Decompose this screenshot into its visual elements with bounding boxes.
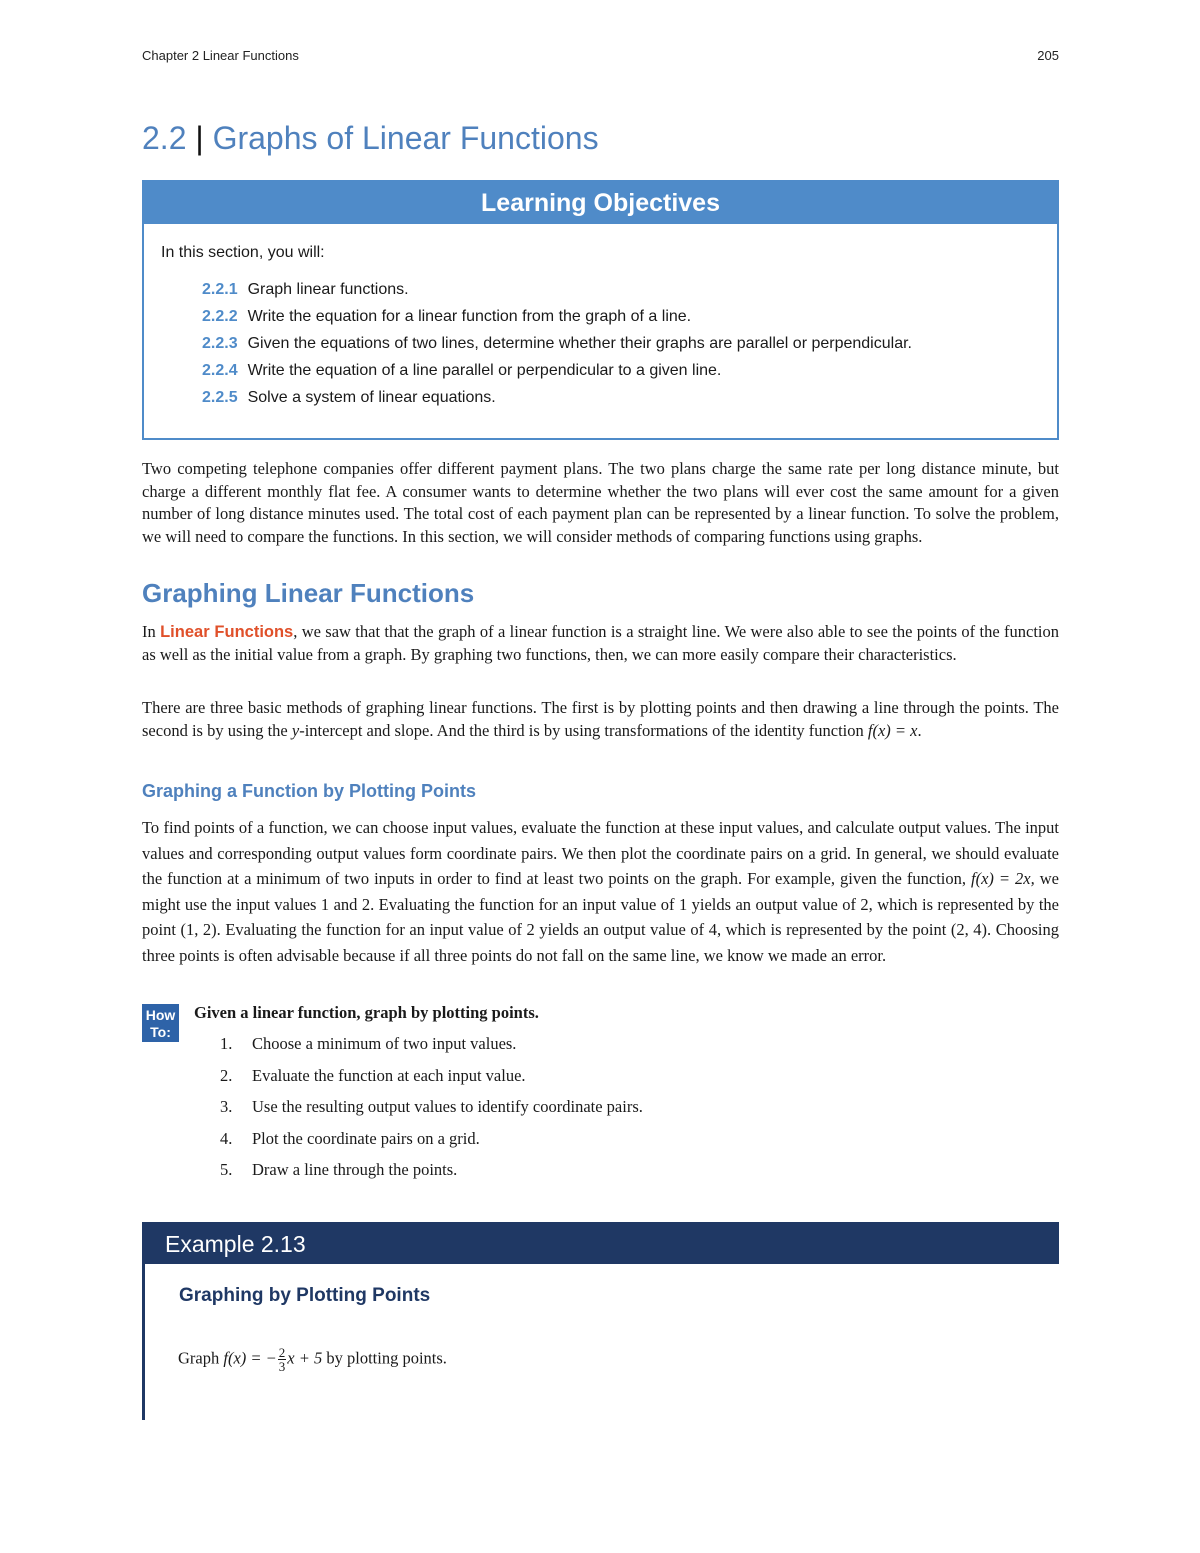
how-to-step [220,1159,643,1191]
learning-objectives-box [142,180,1059,440]
how-to-steps [220,1033,643,1191]
paragraph-text: , we saw that that the graph of a linear function is a straight line. We were also able to see the points of the function as well as the initial value from a graph. By graphing two functions, then, we can more easily compare their characteristics. [142,622,1059,664]
point-two: (2, 4). [950,920,992,939]
identity-formula: f(x) = x [867,720,918,740]
step-text: Evaluate the function at each input value. [252,1065,526,1085]
how-to-step [220,1096,643,1128]
objective-text: Write the equation of a line parallel or perpendicular to a given line. [247,362,722,379]
objective-text: Write the equation for a linear function from the graph of a line. [247,308,692,325]
objective-item [202,332,1000,355]
objective-text: Graph linear functions. [247,281,409,298]
objective-text: Solve a system of linear equations. [247,389,496,406]
example-formula-lhs: f(x) = − [223,1348,277,1368]
objective-number: 2.2.5 [202,389,238,406]
how-to-icon-line2: To: [150,1024,171,1040]
function-formula: f(x) = 2x, [971,869,1035,888]
paragraph-text: Choosing three points is often advisable because if all three points do not fall on the same line, we know we made an error. [142,920,1059,965]
linear-functions-link[interactable]: Linear Functions [160,623,294,641]
objective-item [202,305,1000,328]
y-variable: y [291,720,300,740]
example-side-rule [142,1264,145,1420]
learning-objectives-header: Learning Objectives [144,182,1057,224]
section-number: 2.2 [142,120,187,156]
example-title: Graphing by Plotting Points [179,1285,431,1306]
step-number: 4. [220,1128,233,1148]
objective-number: 2.2.2 [202,308,238,325]
paragraph-text: we might use the input values 1 and 2. Evaluating the function for an input value of 1 yields an output value of 2, which is represented by the point [142,869,1059,939]
plotting-paragraph [142,815,1059,968]
intro-paragraph: Two competing telephone companies offer different payment plans. The two plans charge the same rate per long distance minute, but charge a different monthly flat fee. A consumer wants to determine whether the two plans will ever cost the same amount for a given number of long distance minutes used. The total cost of each payment plan can be represented by a linear function. To solve the problem, we will need to compare the functions. In this section, we will consider methods of comparing functions using graphs. [142,459,1059,546]
graphing-heading: Graphing Linear Functions [142,578,475,608]
running-head [142,48,1059,63]
linear-functions-paragraph [142,621,1059,666]
page-number: 205 [1037,48,1059,63]
step-number: 5. [220,1160,233,1180]
running-head-chapter: Chapter 2 Linear Functions [142,48,299,63]
how-to-step [220,1065,643,1097]
step-number: 1. [220,1034,233,1053]
learning-objectives-intro: In this section, you will: [161,244,325,261]
how-to-step [220,1033,643,1065]
section-title-text: Graphs of Linear Functions [212,120,599,156]
step-text: Use the resulting output values to identify coordinate pairs. [252,1097,643,1117]
section-separator: | [195,120,204,156]
objective-number: 2.2.4 [202,362,238,379]
step-number: 3. [220,1097,233,1117]
paragraph-text: In [142,622,161,641]
example-text-after: by plotting points. [322,1348,447,1368]
fraction-denominator: 3 [278,1359,286,1374]
objective-item [202,278,1000,301]
example-text-before: Graph [178,1348,224,1368]
how-to-title: Given a linear function, graph by plotting points. [194,1003,539,1022]
paragraph-text: . [917,720,922,740]
objective-item [202,386,1000,409]
objective-item [202,359,1000,382]
objective-number: 2.2.1 [202,281,238,298]
plotting-heading: Graphing a Function by Plotting Points [142,781,476,801]
example-prompt [178,1346,447,1373]
learning-objectives-list [202,278,1000,413]
how-to-icon-line1: How [145,1007,176,1023]
methods-paragraph [142,697,1059,742]
objective-text: Given the equations of two lines, determine whether their graphs are parallel or perpendicular. [247,335,912,352]
step-text: Plot the coordinate pairs on a grid. [252,1128,480,1148]
how-to-icon [142,1004,179,1042]
paragraph-text: To find points of a function, we can choose input values, evaluate the function at these input values, and calculate output values. The input values and corresponding output values form coordinate pairs. We then plot the coordinate pairs on a grid. In general, we should evaluate the function at a minimum of two inputs in order to find at least two points on the graph. For example, given the function, [142,818,1059,888]
section-title [142,120,599,157]
objective-number: 2.2.3 [202,335,238,352]
paragraph-text: Evaluating the function for an input value of 2 yields an output value of 4, which is represented by the point [220,920,951,939]
example-header: Example 2.13 [142,1222,1059,1264]
step-number: 2. [220,1065,233,1085]
how-to-step [220,1128,643,1160]
point-one: (1, 2). [180,920,221,939]
example-formula-rhs: x + 5 [287,1348,323,1368]
step-text: Draw a line through the points. [252,1160,458,1180]
fraction [278,1346,287,1373]
step-text: Choose a minimum of two input values. [252,1034,517,1053]
paragraph-text: -intercept and slope. And the third is by using transformations of the identity function [299,720,868,740]
paragraph-text: There are three basic methods of graphing linear functions. The first is by plotting points and then drawing a line through the points. The second is by using the [142,698,1059,740]
fraction-numerator: 2 [278,1345,286,1360]
